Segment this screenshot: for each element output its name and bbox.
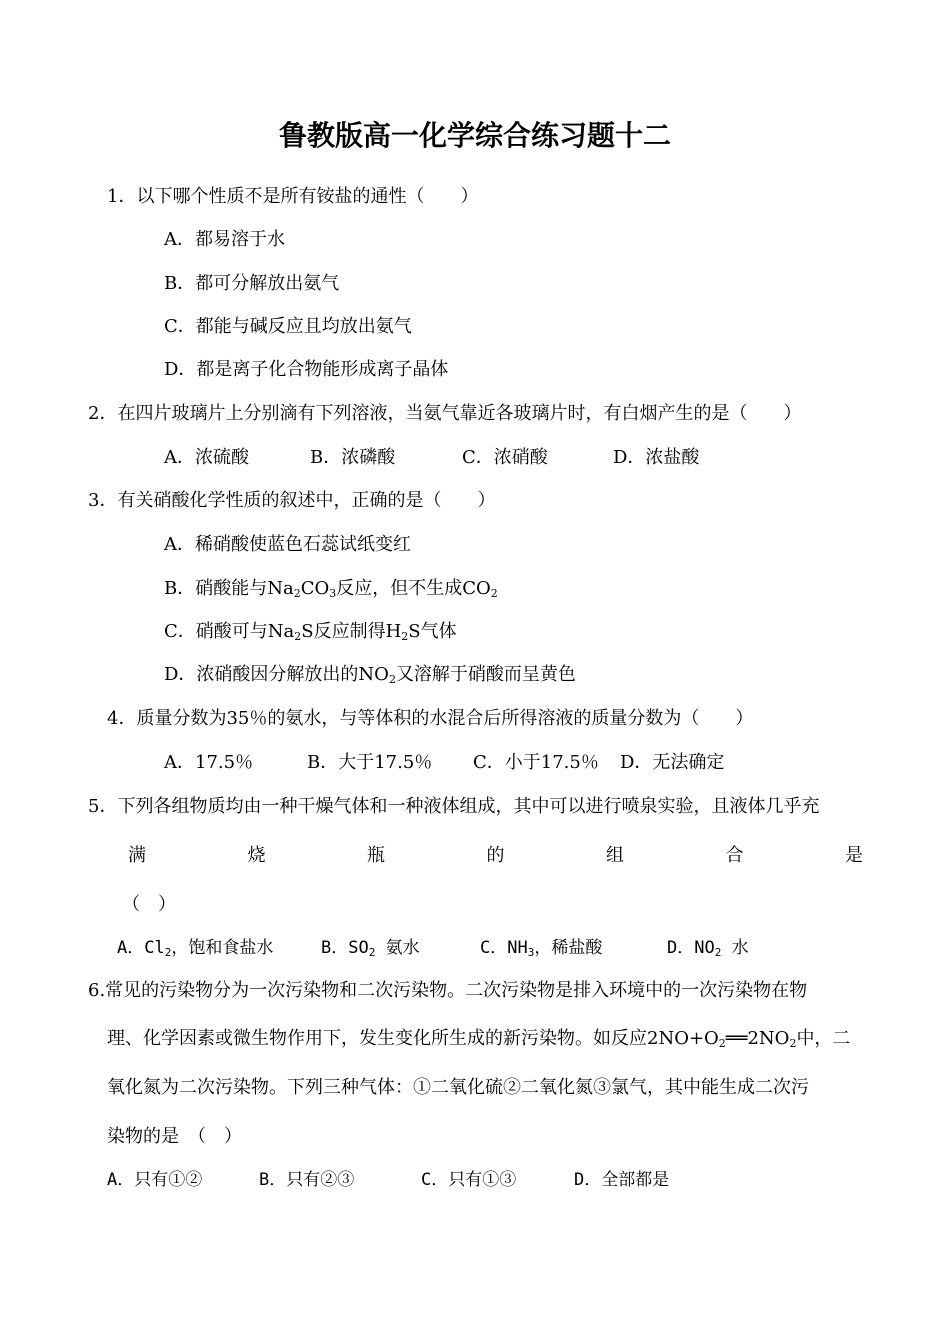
question-5-answer-paren: （ ）: [122, 894, 176, 915]
subscript: 3: [329, 587, 337, 600]
question-4-option-c: C．小于17.5％: [473, 752, 599, 773]
question-4-stem: 4．质量分数为35％的氨水，与等体积的水混合后所得溶液的质量分数为（ ）: [107, 708, 754, 729]
question-5-option-a: [117, 937, 273, 959]
text-fragment: C．硝酸可与Na: [164, 621, 295, 642]
subscript: 2: [293, 587, 301, 600]
question-6-option-c: C．只有①③: [421, 1170, 517, 1190]
question-2-option-c: C．浓硝酸: [462, 447, 548, 468]
spread-char: 是: [845, 845, 863, 866]
text-fragment: A．Cl: [117, 938, 165, 958]
question-5-option-d: [667, 937, 749, 959]
text-fragment: B．SO: [321, 938, 369, 958]
text-fragment: 水: [721, 938, 749, 958]
question-1-option-d: D．都是离子化合物能形成离子晶体: [164, 359, 449, 380]
question-1-stem: 1．以下哪个性质不是所有铵盐的通性（ ）: [107, 186, 479, 207]
question-3-option-b: [164, 578, 498, 600]
subscript: 2: [714, 946, 722, 959]
question-4-option-a: A．17.5％: [164, 752, 254, 773]
text-fragment: CO: [300, 578, 330, 599]
text-fragment: B．硝酸能与Na: [164, 578, 294, 599]
question-6-stem-line-1: 6.常见的污染物分为一次污染物和二次污染物。二次污染物是排入环境中的一次污染物在物: [88, 980, 808, 1001]
question-6-stem-line-4: 染物的是 （ ）: [107, 1126, 242, 1147]
subscript: 2: [490, 587, 498, 600]
spread-char: 烧: [247, 845, 266, 866]
text-fragment: D．NO: [667, 938, 715, 958]
question-1-option-b: B．都可分解放出氨气: [164, 273, 340, 294]
question-1-option-a: A．都易溶于水: [164, 229, 285, 250]
spread-char: 满: [128, 845, 146, 866]
subscript: 2: [294, 630, 302, 643]
question-6-option-d: D．全部都是: [574, 1170, 670, 1190]
text-fragment: ，饱和食盐水: [171, 938, 274, 958]
text-fragment: S反应制得H: [301, 621, 402, 642]
question-3-option-c: [164, 621, 457, 643]
question-3-stem: 3．有关硝酸化学性质的叙述中，正确的是（ ）: [88, 490, 496, 511]
subscript: 2: [718, 1037, 726, 1050]
text-fragment: 理、化学因素或微生物作用下，发生变化所生成的新污染物。如反应2NO+O: [107, 1028, 719, 1049]
question-5-stem-continuation: [128, 845, 863, 867]
question-5-stem: 5．下列各组物质均由一种干燥气体和一种液体组成，其中可以进行喷泉实验，且液体几乎充: [88, 796, 820, 817]
question-6-stem-line-3: 氧化氮为二次污染物。下列三种气体：①二氧化硫②二氧化氮③氯气，其中能生成二次污: [107, 1077, 809, 1098]
subscript: 2: [388, 673, 396, 686]
question-2-stem: 2．在四片玻璃片上分别滴有下列溶液，当氨气靠近各玻璃片时，有白烟产生的是（ ）: [88, 403, 802, 424]
page-title: 鲁教版高一化学综合练习题十二: [278, 119, 671, 152]
question-3-option-a: A．稀硝酸使蓝色石蕊试纸变红: [164, 534, 411, 555]
subscript: 2: [401, 630, 409, 643]
text-fragment: 中，二: [796, 1028, 851, 1049]
question-5-option-b: [321, 937, 420, 959]
text-fragment: S气体: [408, 621, 457, 642]
subscript: 3: [527, 946, 535, 959]
text-fragment: 氨水: [375, 938, 420, 958]
question-3-option-d: [164, 664, 576, 686]
question-1-option-c: C．都能与碱反应且均放出氨气: [164, 316, 412, 337]
subscript: 2: [368, 946, 376, 959]
question-2-option-a: A．浓硫酸: [164, 447, 249, 468]
text-fragment: 又溶解于硝酸而呈黄色: [395, 664, 576, 685]
question-5-option-c: [480, 937, 602, 959]
subscript: 2: [789, 1037, 797, 1050]
text-fragment: C．NH: [480, 938, 528, 958]
text-fragment: ══2NO: [725, 1028, 790, 1049]
question-2-option-d: D．浓盐酸: [613, 447, 700, 468]
question-6-option-a: A．只有①②: [107, 1170, 203, 1190]
text-fragment: ，稀盐酸: [534, 938, 603, 958]
question-6-option-b: B．只有②③: [259, 1170, 355, 1190]
question-4-option-d: D．无法确定: [620, 752, 725, 773]
spread-char: 的: [486, 845, 505, 866]
spread-char: 合: [725, 845, 744, 866]
text-fragment: 反应，但不生成CO: [336, 578, 491, 599]
question-6-stem-line-2: [107, 1028, 850, 1050]
spread-char: 瓶: [367, 845, 385, 866]
spread-char: 组: [606, 845, 624, 866]
subscript: 2: [164, 946, 172, 959]
question-2-option-b: B．浓磷酸: [310, 447, 396, 468]
text-fragment: D．浓硝酸因分解放出的NO: [164, 664, 389, 685]
question-4-option-b: B．大于17.5％: [307, 752, 433, 773]
